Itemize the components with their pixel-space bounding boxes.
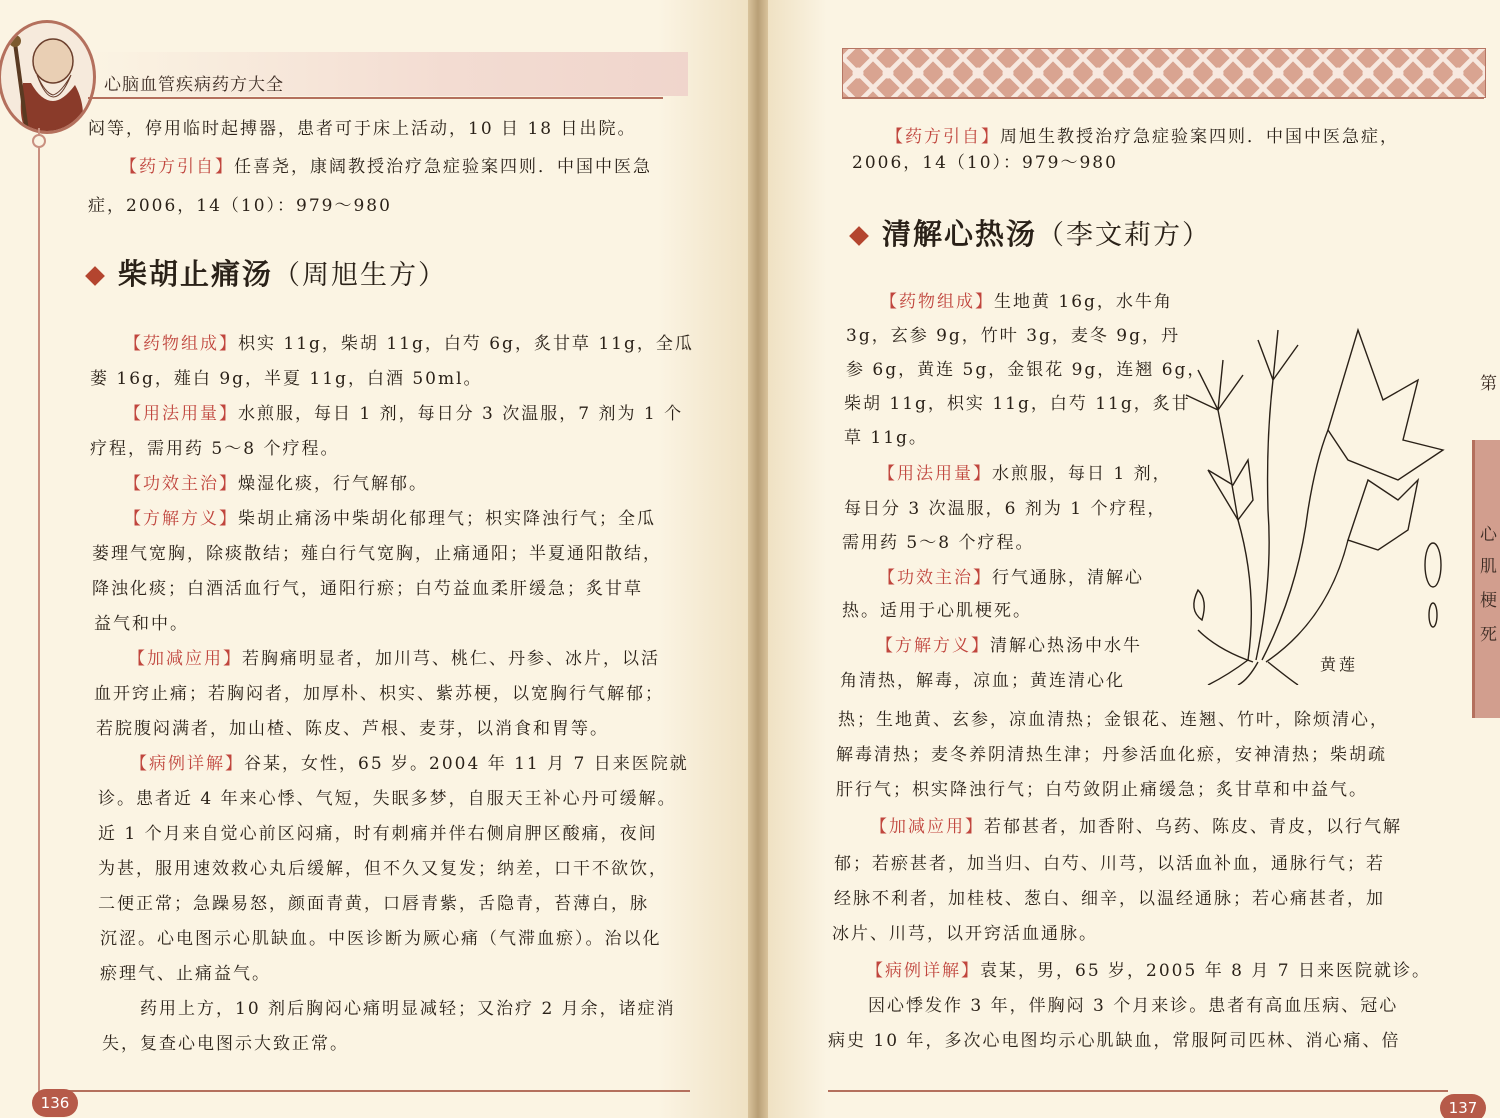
margin-rule-knob <box>32 134 46 148</box>
paragraph-line: 冰片、川芎，以开窍活血通脉。 <box>832 924 1098 944</box>
paragraph-line: 瘀理气、止痛益气。 <box>100 964 271 984</box>
paragraph-line: 因心悸发作 3 年，伴胸闷 3 个月来诊。患者有高血压病、冠心 <box>868 996 1399 1016</box>
left-page <box>0 0 748 1118</box>
paragraph-line: 症，2006，14（10）：979～980 <box>88 196 392 216</box>
paragraph-line: 蒌理气宽胸，除痰散结；薤白行气宽胸，止痛通阳；半夏通阳散结， <box>92 544 662 564</box>
paragraph-line: 【病例详解】袁某，男，65 岁，2005 年 8 月 7 日来医院就诊。 <box>866 961 1431 981</box>
paragraph-line: 需用药 5～8 个疗程。 <box>842 533 1035 553</box>
paragraph-line: 热。适用于心肌梗死。 <box>842 601 1032 621</box>
recipe-title: 柴胡止痛汤（周旭生方） <box>88 252 447 293</box>
paragraph-line: 近 1 个月来自觉心前区闷痛，时有刺痛并伴右侧肩胛区酸痛，夜间 <box>98 824 658 844</box>
paragraph-line: 解毒清热；麦冬养阴清热生津；丹参活血化瘀，安神清热；柴胡疏 <box>836 745 1387 765</box>
paragraph-line: 【方解方义】柴胡止痛汤中柴胡化郁理气；枳实降浊行气；全瓜 <box>124 509 656 529</box>
side-tab-char: 肌 <box>1480 557 1497 577</box>
paragraph-line: 药用上方，10 剂后胸闷心痛明显减轻；又治疗 2 月余，诸症消 <box>140 999 676 1019</box>
side-tab-char: 梗 <box>1480 591 1497 611</box>
running-head: 心脑血管疾病药方大全 <box>104 75 284 95</box>
paragraph-line: 肝行气；枳实降浊行气；白芍敛阴止痛缓急；炙甘草和中益气。 <box>836 780 1368 800</box>
paragraph-line: 【病例详解】谷某，女性，65 岁。2004 年 11 月 7 日来医院就 <box>130 754 689 774</box>
paragraph-line: 失，复查心电图示大致正常。 <box>102 1034 349 1054</box>
paragraph-line: 经脉不利者，加桂枝、葱白、细辛，以温经通脉；若心痛甚者，加 <box>834 889 1385 909</box>
page-number: 136 <box>32 1089 78 1117</box>
paragraph-line: 降浊化痰；白酒活血行气，通阳行瘀；白芍益血柔肝缓急；炙甘草 <box>92 579 643 599</box>
sage-figure-icon <box>1 23 93 131</box>
paragraph-line: 【药物组成】生地黄 16g，水牛角 <box>880 292 1173 312</box>
paragraph-line: 【用法用量】水煎服，每日 1 剂， <box>878 464 1172 484</box>
coptis-plant-illustration <box>1178 290 1448 685</box>
paragraph-line: 血开窍止痛；若胸闷者，加厚朴、枳实、紫苏梗，以宽胸行气解郁； <box>94 684 664 704</box>
paragraph-line: 【药方引自】周旭生教授治疗急症验案四则．中国中医急症， <box>886 127 1399 147</box>
paragraph-line: 热；生地黄、玄参，凉血清热；金银花、连翘、竹叶，除烦清心， <box>838 710 1389 730</box>
paragraph-line: 病史 10 年，多次心电图均示心肌缺血，常服阿司匹林、消心痛、倍 <box>828 1031 1401 1051</box>
sage-illustration <box>0 20 96 134</box>
paragraph-line: 【加减应用】若郁甚者，加香附、乌药、陈皮、青皮，以行气解 <box>870 817 1402 837</box>
paragraph-line: 2006，14（10）：979～980 <box>852 153 1118 173</box>
paragraph-line: 为甚，服用速效救心丸后缓解，但不久又复发；纳差，口干不欲饮， <box>98 859 668 879</box>
book-gutter <box>748 0 768 1118</box>
paragraph-line: 郁；若瘀甚者，加当归、白芍、川芎，以活血补血，通脉行气；若 <box>834 854 1385 874</box>
paragraph-line: 【药物组成】枳实 11g，柴胡 11g，白芍 6g，炙甘草 11g，全瓜 <box>124 334 694 354</box>
side-tab-char: 心 <box>1480 525 1497 545</box>
paragraph-line: 【加减应用】若胸痛明显者，加川芎、桃仁、丹参、冰片，以活 <box>128 649 660 669</box>
paragraph-line: 【方解方义】清解心热汤中水牛 <box>876 636 1142 656</box>
paragraph-line: 疗程，需用药 5～8 个疗程。 <box>90 439 340 459</box>
paragraph-line: 沉涩。心电图示心肌缺血。中医诊断为厥心痛（气滞血瘀）。治以化 <box>100 929 662 949</box>
margin-rule <box>38 128 40 1093</box>
footer-rule <box>828 1090 1448 1092</box>
paragraph-line: 角清热，解毒，凉血；黄连清心化 <box>840 671 1125 691</box>
paragraph-line: 闷等，停用临时起搏器，患者可于床上活动，10 日 18 日出院。 <box>88 119 637 139</box>
paragraph-line: 蒌 16g，薤白 9g，半夏 11g，白酒 50ml。 <box>90 369 483 389</box>
diamond-bullet-icon <box>849 226 869 246</box>
side-tab-char: 死 <box>1480 625 1497 645</box>
header-rule <box>88 97 663 99</box>
right-page <box>768 0 1500 1118</box>
paragraph-line: 二便正常；急躁易怒，颜面青黄，口唇青紫，舌隐青，苔薄白，脉 <box>98 894 649 914</box>
side-tab-top-char: 第 <box>1480 374 1497 394</box>
diamond-bullet-icon <box>85 266 105 286</box>
page-number: 137 <box>1440 1094 1486 1118</box>
paragraph-line: 若脘腹闷满者，加山楂、陈皮、芦根、麦芽，以消食和胃等。 <box>96 719 609 739</box>
chapter-side-tab <box>1472 440 1500 718</box>
paragraph-line: 诊。患者近 4 年来心悸、气短，失眠多梦，自服天王补心丹可缓解。 <box>98 789 677 809</box>
paragraph-line: 柴胡 11g，枳实 11g，白芍 11g，炙甘 <box>844 394 1191 414</box>
paragraph-line: 参 6g，黄连 5g，金银花 9g，连翘 6g， <box>846 360 1207 380</box>
paragraph-line: 草 11g。 <box>844 428 928 448</box>
paragraph-line: 【功效主治】燥湿化痰，行气解郁。 <box>124 474 428 494</box>
paragraph-line: 【药方引自】任喜尧，康阔教授治疗急症验案四则．中国中医急 <box>120 157 652 177</box>
paragraph-line: 3g，玄参 9g，竹叶 3g，麦冬 9g，丹 <box>846 326 1181 346</box>
recipe-title: 清解心热汤（李文莉方） <box>852 212 1211 253</box>
paragraph-line: 【功效主治】行气通脉，清解心 <box>878 568 1144 588</box>
paragraph-line: 益气和中。 <box>94 614 189 634</box>
decorative-header-band <box>842 48 1486 98</box>
paragraph-line: 【用法用量】水煎服，每日 1 剂，每日分 3 次温服，7 剂为 1 个 <box>124 404 684 424</box>
footer-rule <box>62 1090 690 1092</box>
paragraph-line: 每日分 3 次温服，6 剂为 1 个疗程， <box>844 499 1167 519</box>
plant-caption: 黄莲 <box>1320 655 1359 674</box>
header-rule <box>842 98 1484 99</box>
